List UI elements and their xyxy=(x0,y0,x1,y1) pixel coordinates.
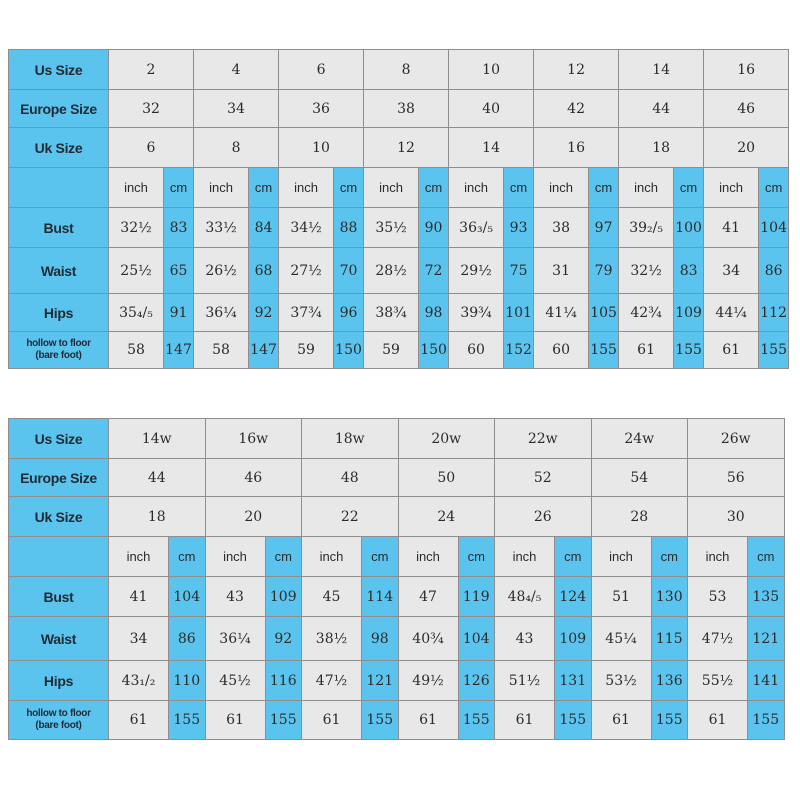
europe-size-cell: 50 xyxy=(398,459,495,497)
unit-cm-header: cm xyxy=(458,537,495,577)
hollow-cm-cell: 155 xyxy=(674,332,704,369)
hollow-label-line1: hollow to floor xyxy=(26,708,91,719)
uk-size-cell: 12 xyxy=(364,128,449,168)
hollow-cm-cell: 155 xyxy=(169,701,206,740)
uk-size-cell: 10 xyxy=(279,128,364,168)
bust-cm-cell: 104 xyxy=(759,208,789,248)
hollow-inch-cell: 61 xyxy=(619,332,674,369)
bust-inch-cell: 51 xyxy=(591,577,651,617)
europe-size-cell: 40 xyxy=(449,90,534,128)
bust-inch-cell: 39₂/₅ xyxy=(619,208,674,248)
hollow-inch-cell: 61 xyxy=(205,701,265,740)
row-bust xyxy=(9,577,785,617)
uk-size-cell: 14 xyxy=(449,128,534,168)
europe-size-cell: 32 xyxy=(109,90,194,128)
waist-inch-cell: 25½ xyxy=(109,248,164,294)
uk-size-cell: 18 xyxy=(109,497,206,537)
waist-inch-cell: 47½ xyxy=(688,617,748,661)
hips-cm-cell: 116 xyxy=(265,661,302,701)
uk-size-cell: 22 xyxy=(302,497,399,537)
uk-size-cell: 26 xyxy=(495,497,592,537)
waist-cm-cell: 79 xyxy=(589,248,619,294)
hips-inch-cell: 43₁/₂ xyxy=(109,661,169,701)
europe-size-cell: 48 xyxy=(302,459,399,497)
hips-inch-cell: 36¼ xyxy=(194,294,249,332)
bust-cm-cell: 84 xyxy=(249,208,279,248)
waist-inch-cell: 28½ xyxy=(364,248,419,294)
us-size-cell: 26w xyxy=(688,419,785,459)
unit-cm-header: cm xyxy=(362,537,399,577)
us-size-cell: 24w xyxy=(591,419,688,459)
hips-inch-cell: 38¾ xyxy=(364,294,419,332)
unit-cm-header: cm xyxy=(555,537,592,577)
row-bust xyxy=(9,208,789,248)
unit-inch-header: inch xyxy=(688,537,748,577)
hips-cm-cell: 105 xyxy=(589,294,619,332)
unit-cm-header: cm xyxy=(651,537,688,577)
hollow-inch-cell: 60 xyxy=(534,332,589,369)
hollow-label-line2: (bare foot) xyxy=(35,350,82,361)
uk-size-cell: 28 xyxy=(591,497,688,537)
unit-cm-header: cm xyxy=(249,168,279,208)
unit-inch-header: inch xyxy=(619,168,674,208)
waist-cm-cell: 75 xyxy=(504,248,534,294)
row-uk xyxy=(9,128,789,168)
europe-size-cell: 44 xyxy=(619,90,704,128)
unit-inch-header: inch xyxy=(302,537,362,577)
bust-cm-cell: 83 xyxy=(164,208,194,248)
waist-inch-cell: 34 xyxy=(109,617,169,661)
row-label-uk: Uk Size xyxy=(9,128,109,168)
unit-inch-header: inch xyxy=(364,168,419,208)
hollow-label-line2: (bare foot) xyxy=(35,720,82,731)
bust-cm-cell: 93 xyxy=(504,208,534,248)
hollow-inch-cell: 61 xyxy=(688,701,748,740)
waist-inch-cell: 45¼ xyxy=(591,617,651,661)
hollow-cm-cell: 155 xyxy=(265,701,302,740)
row-units xyxy=(9,537,785,577)
unit-cm-header: cm xyxy=(169,537,206,577)
us-size-cell: 6 xyxy=(279,50,364,90)
waist-cm-cell: 83 xyxy=(674,248,704,294)
waist-cm-cell: 121 xyxy=(748,617,785,661)
europe-size-cell: 56 xyxy=(688,459,785,497)
waist-cm-cell: 86 xyxy=(169,617,206,661)
hollow-inch-cell: 61 xyxy=(591,701,651,740)
hollow-cm-cell: 155 xyxy=(651,701,688,740)
bust-inch-cell: 53 xyxy=(688,577,748,617)
uk-size-cell: 24 xyxy=(398,497,495,537)
waist-cm-cell: 70 xyxy=(334,248,364,294)
row-label-bust: Bust xyxy=(9,577,109,617)
hips-inch-cell: 39¾ xyxy=(449,294,504,332)
bust-inch-cell: 38 xyxy=(534,208,589,248)
unit-cm-header: cm xyxy=(589,168,619,208)
hips-cm-cell: 121 xyxy=(362,661,399,701)
us-size-cell: 16w xyxy=(205,419,302,459)
hollow-cm-cell: 150 xyxy=(334,332,364,369)
europe-size-cell: 34 xyxy=(194,90,279,128)
uk-size-cell: 18 xyxy=(619,128,704,168)
row-label-uk: Uk Size xyxy=(9,497,109,537)
hips-inch-cell: 35₄/₅ xyxy=(109,294,164,332)
hollow-cm-cell: 147 xyxy=(249,332,279,369)
row-label-europe: Europe Size xyxy=(9,90,109,128)
unit-inch-header: inch xyxy=(495,537,555,577)
hips-cm-cell: 98 xyxy=(419,294,449,332)
unit-cm-header: cm xyxy=(748,537,785,577)
hollow-cm-cell: 155 xyxy=(589,332,619,369)
waist-cm-cell: 104 xyxy=(458,617,495,661)
hips-cm-cell: 126 xyxy=(458,661,495,701)
hollow-cm-cell: 155 xyxy=(362,701,399,740)
hollow-cm-cell: 150 xyxy=(419,332,449,369)
hips-inch-cell: 44¼ xyxy=(704,294,759,332)
hips-inch-cell: 53½ xyxy=(591,661,651,701)
hips-cm-cell: 136 xyxy=(651,661,688,701)
row-us xyxy=(9,419,785,459)
unit-inch-header: inch xyxy=(205,537,265,577)
waist-inch-cell: 27½ xyxy=(279,248,334,294)
hips-inch-cell: 47½ xyxy=(302,661,362,701)
bust-cm-cell: 90 xyxy=(419,208,449,248)
bust-inch-cell: 33½ xyxy=(194,208,249,248)
hollow-inch-cell: 59 xyxy=(279,332,334,369)
bust-inch-cell: 41 xyxy=(704,208,759,248)
hollow-cm-cell: 155 xyxy=(748,701,785,740)
unit-inch-header: inch xyxy=(194,168,249,208)
bust-cm-cell: 135 xyxy=(748,577,785,617)
hollow-inch-cell: 61 xyxy=(495,701,555,740)
hips-cm-cell: 109 xyxy=(674,294,704,332)
unit-cm-header: cm xyxy=(504,168,534,208)
unit-inch-header: inch xyxy=(109,168,164,208)
uk-size-cell: 16 xyxy=(534,128,619,168)
hips-inch-cell: 41¼ xyxy=(534,294,589,332)
bust-inch-cell: 45 xyxy=(302,577,362,617)
row-label-us: Us Size xyxy=(9,419,109,459)
row-waist xyxy=(9,617,785,661)
row-us xyxy=(9,50,789,90)
hips-inch-cell: 51½ xyxy=(495,661,555,701)
unit-inch-header: inch xyxy=(279,168,334,208)
us-size-cell: 10 xyxy=(449,50,534,90)
row-europe xyxy=(9,459,785,497)
waist-inch-cell: 43 xyxy=(495,617,555,661)
row-label-hollow-to-floor xyxy=(9,701,109,740)
hollow-inch-cell: 61 xyxy=(109,701,169,740)
hollow-inch-cell: 58 xyxy=(109,332,164,369)
row-label-waist: Waist xyxy=(9,617,109,661)
europe-size-cell: 38 xyxy=(364,90,449,128)
unit-cm-header: cm xyxy=(164,168,194,208)
hips-cm-cell: 92 xyxy=(249,294,279,332)
hollow-label-line1: hollow to floor xyxy=(26,338,91,349)
bust-cm-cell: 88 xyxy=(334,208,364,248)
bust-inch-cell: 32½ xyxy=(109,208,164,248)
bust-inch-cell: 43 xyxy=(205,577,265,617)
row-label-hollow-to-floor xyxy=(9,332,109,369)
waist-inch-cell: 32½ xyxy=(619,248,674,294)
hips-cm-cell: 141 xyxy=(748,661,785,701)
uk-size-cell: 20 xyxy=(704,128,789,168)
waist-cm-cell: 115 xyxy=(651,617,688,661)
row-hips xyxy=(9,661,785,701)
us-size-cell: 12 xyxy=(534,50,619,90)
bust-cm-cell: 104 xyxy=(169,577,206,617)
europe-size-cell: 44 xyxy=(109,459,206,497)
unit-cm-header: cm xyxy=(674,168,704,208)
uk-size-cell: 8 xyxy=(194,128,279,168)
row-europe xyxy=(9,90,789,128)
hips-cm-cell: 131 xyxy=(555,661,592,701)
europe-size-cell: 46 xyxy=(704,90,789,128)
bust-inch-cell: 48₄/₅ xyxy=(495,577,555,617)
waist-cm-cell: 86 xyxy=(759,248,789,294)
us-size-cell: 14w xyxy=(109,419,206,459)
waist-cm-cell: 72 xyxy=(419,248,449,294)
hollow-cm-cell: 147 xyxy=(164,332,194,369)
uk-size-cell: 20 xyxy=(205,497,302,537)
waist-inch-cell: 38½ xyxy=(302,617,362,661)
row-label-hips: Hips xyxy=(9,294,109,332)
bust-inch-cell: 35½ xyxy=(364,208,419,248)
us-size-cell: 14 xyxy=(619,50,704,90)
europe-size-cell: 42 xyxy=(534,90,619,128)
europe-size-cell: 36 xyxy=(279,90,364,128)
unit-inch-header: inch xyxy=(704,168,759,208)
bust-inch-cell: 47 xyxy=(398,577,458,617)
bust-cm-cell: 130 xyxy=(651,577,688,617)
waist-cm-cell: 68 xyxy=(249,248,279,294)
uk-size-cell: 30 xyxy=(688,497,785,537)
hollow-inch-cell: 59 xyxy=(364,332,419,369)
hips-cm-cell: 110 xyxy=(169,661,206,701)
us-size-cell: 4 xyxy=(194,50,279,90)
size-chart-table-standard xyxy=(8,49,789,369)
us-size-cell: 8 xyxy=(364,50,449,90)
row-label-europe: Europe Size xyxy=(9,459,109,497)
unit-cm-header: cm xyxy=(265,537,302,577)
row-hollow-to-floor xyxy=(9,701,785,740)
hollow-cm-cell: 155 xyxy=(555,701,592,740)
uk-size-cell: 6 xyxy=(109,128,194,168)
waist-cm-cell: 65 xyxy=(164,248,194,294)
waist-inch-cell: 31 xyxy=(534,248,589,294)
hips-inch-cell: 37¾ xyxy=(279,294,334,332)
row-label-units xyxy=(9,537,109,577)
unit-cm-header: cm xyxy=(759,168,789,208)
hollow-cm-cell: 155 xyxy=(759,332,789,369)
row-waist xyxy=(9,248,789,294)
bust-inch-cell: 41 xyxy=(109,577,169,617)
row-hips xyxy=(9,294,789,332)
bust-cm-cell: 97 xyxy=(589,208,619,248)
bust-inch-cell: 34½ xyxy=(279,208,334,248)
europe-size-cell: 54 xyxy=(591,459,688,497)
europe-size-cell: 52 xyxy=(495,459,592,497)
waist-inch-cell: 34 xyxy=(704,248,759,294)
row-label-hips: Hips xyxy=(9,661,109,701)
size-chart-table-plus xyxy=(8,418,785,740)
hips-cm-cell: 101 xyxy=(504,294,534,332)
europe-size-cell: 46 xyxy=(205,459,302,497)
waist-inch-cell: 26½ xyxy=(194,248,249,294)
row-uk xyxy=(9,497,785,537)
hollow-inch-cell: 60 xyxy=(449,332,504,369)
hips-cm-cell: 96 xyxy=(334,294,364,332)
waist-inch-cell: 40¾ xyxy=(398,617,458,661)
waist-cm-cell: 92 xyxy=(265,617,302,661)
unit-inch-header: inch xyxy=(591,537,651,577)
row-label-us: Us Size xyxy=(9,50,109,90)
row-units xyxy=(9,168,789,208)
unit-cm-header: cm xyxy=(419,168,449,208)
hips-inch-cell: 49½ xyxy=(398,661,458,701)
bust-cm-cell: 119 xyxy=(458,577,495,617)
waist-inch-cell: 29½ xyxy=(449,248,504,294)
hips-inch-cell: 45½ xyxy=(205,661,265,701)
waist-cm-cell: 98 xyxy=(362,617,399,661)
row-hollow-to-floor xyxy=(9,332,789,369)
unit-inch-header: inch xyxy=(109,537,169,577)
us-size-cell: 16 xyxy=(704,50,789,90)
hips-cm-cell: 91 xyxy=(164,294,194,332)
unit-inch-header: inch xyxy=(534,168,589,208)
hips-inch-cell: 55½ xyxy=(688,661,748,701)
unit-inch-header: inch xyxy=(449,168,504,208)
row-label-bust: Bust xyxy=(9,208,109,248)
hollow-cm-cell: 155 xyxy=(458,701,495,740)
bust-cm-cell: 100 xyxy=(674,208,704,248)
unit-inch-header: inch xyxy=(398,537,458,577)
us-size-cell: 20w xyxy=(398,419,495,459)
row-label-units xyxy=(9,168,109,208)
us-size-cell: 22w xyxy=(495,419,592,459)
us-size-cell: 18w xyxy=(302,419,399,459)
us-size-cell: 2 xyxy=(109,50,194,90)
hips-inch-cell: 42¾ xyxy=(619,294,674,332)
hollow-cm-cell: 152 xyxy=(504,332,534,369)
waist-cm-cell: 109 xyxy=(555,617,592,661)
bust-cm-cell: 124 xyxy=(555,577,592,617)
hollow-inch-cell: 61 xyxy=(704,332,759,369)
hollow-inch-cell: 61 xyxy=(302,701,362,740)
waist-inch-cell: 36¼ xyxy=(205,617,265,661)
hips-cm-cell: 112 xyxy=(759,294,789,332)
row-label-waist: Waist xyxy=(9,248,109,294)
unit-cm-header: cm xyxy=(334,168,364,208)
hollow-inch-cell: 58 xyxy=(194,332,249,369)
bust-cm-cell: 109 xyxy=(265,577,302,617)
bust-inch-cell: 36₃/₅ xyxy=(449,208,504,248)
hollow-inch-cell: 61 xyxy=(398,701,458,740)
bust-cm-cell: 114 xyxy=(362,577,399,617)
